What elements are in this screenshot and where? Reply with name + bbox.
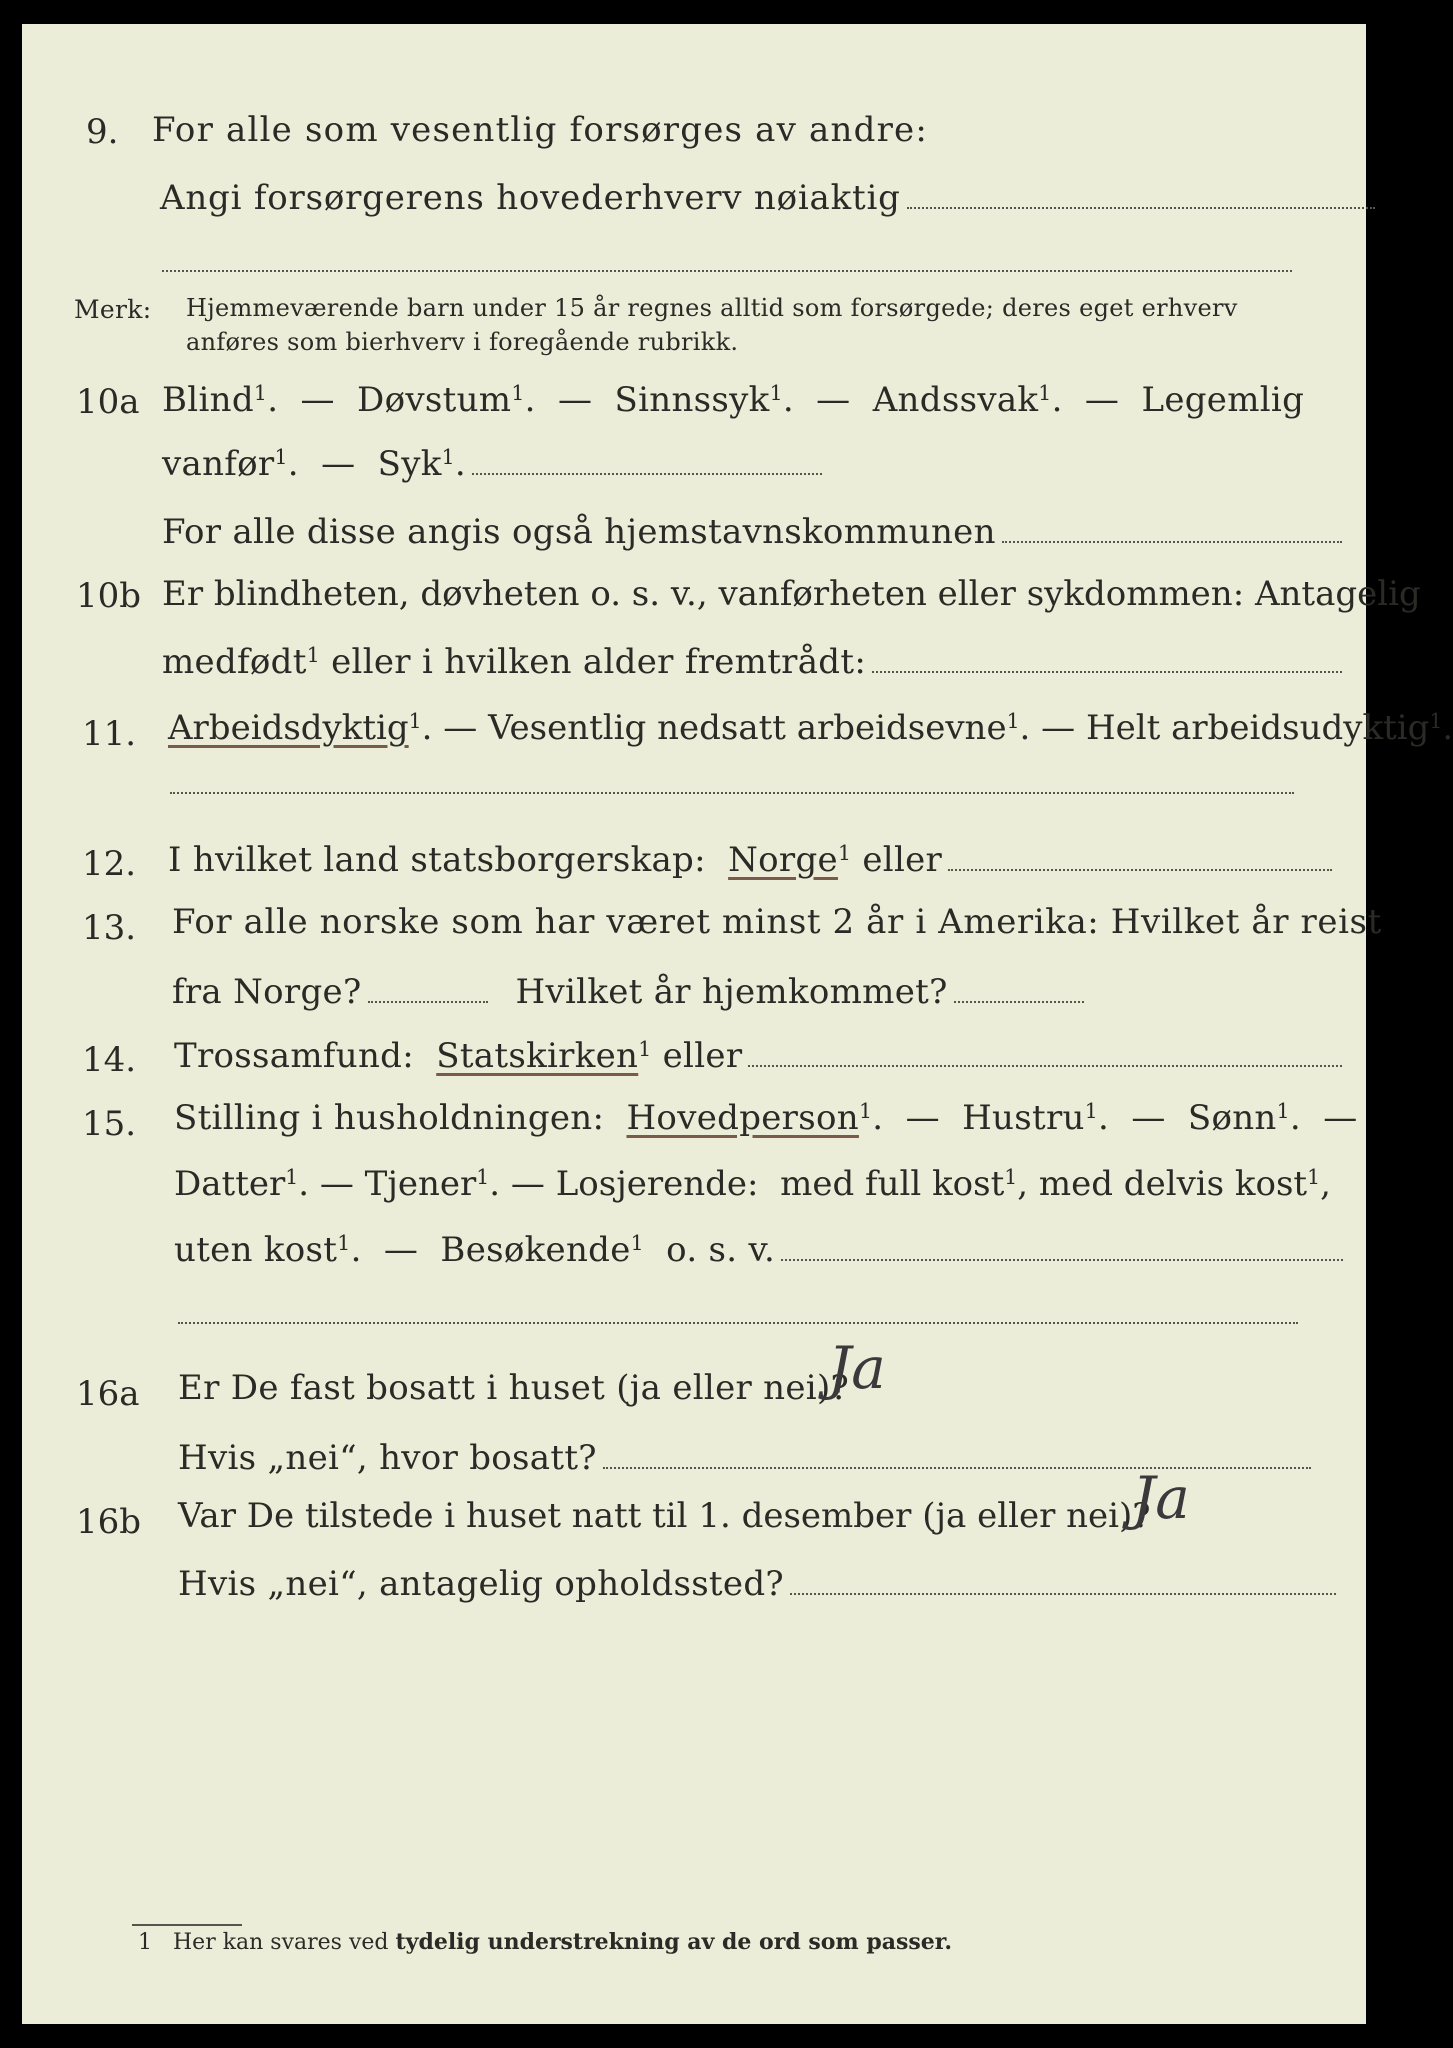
q12-answer-line[interactable] (948, 868, 1332, 871)
option-nedsatt[interactable]: Vesentlig nedsatt arbeidsevne (488, 708, 1007, 748)
q15-osv: o. s. v. (666, 1230, 776, 1270)
q16b-answer-line[interactable] (790, 1592, 1336, 1595)
q11-number: 11. (82, 714, 137, 754)
q13-hjem-answer-line[interactable] (954, 1000, 1084, 1003)
footnote-ref: 1 (337, 1230, 351, 1255)
option-norge[interactable]: Norge (728, 840, 838, 880)
q16b-line2-text: Hvis „nei“, antagelig opholdssted? (178, 1564, 784, 1604)
q10a-number: 10a (76, 382, 140, 422)
option-vanfor[interactable]: vanfør (162, 444, 275, 484)
option-sinnssyk[interactable]: Sinnssyk (614, 380, 770, 420)
dash: — (321, 444, 356, 484)
punct: . (1442, 708, 1453, 748)
footnote-mark: 1 (138, 1930, 152, 1955)
q10a-syk-answer-line[interactable] (472, 472, 822, 475)
q16b-number: 16b (76, 1502, 142, 1542)
option-hovedperson[interactable]: Hovedperson (626, 1098, 859, 1138)
option-hustru[interactable]: Hustru (962, 1098, 1085, 1138)
q13-line2 (172, 972, 1084, 1012)
q10a-kommune-answer-line[interactable] (1002, 540, 1342, 543)
dash: — (510, 1164, 545, 1204)
option-medfodt[interactable]: medfødt (162, 642, 307, 682)
q15-number: 15. (82, 1104, 137, 1144)
footnote-ref: 1 (1084, 1098, 1098, 1123)
option-statskirken[interactable]: Statskirken (436, 1036, 639, 1076)
footnote (138, 1928, 952, 1957)
q10a-line2 (162, 444, 822, 484)
q10b-answer-line[interactable] (872, 670, 1342, 673)
q12-line (168, 840, 1332, 880)
option-losjerende[interactable]: Losjerende: (555, 1164, 759, 1204)
option-besokende[interactable]: Besøkende (440, 1230, 631, 1270)
footnote-text: Her kan svares ved (172, 1930, 389, 1955)
dash: — (319, 1164, 354, 1204)
option-andssvak[interactable]: Andssvak (872, 380, 1039, 420)
q10b-line2-text: eller i hvilken alder fremtrådt: (331, 642, 867, 682)
q10a-line3 (162, 512, 1342, 552)
q16b-line2 (178, 1564, 1336, 1604)
footnote-ref: 1 (306, 642, 320, 667)
q15-line2: Datter$^1$. — Tjener$^1$. — Losjerende: med full kost$^1$, med delvis kost$^1$, (174, 1164, 1331, 1204)
punct: . (872, 1098, 884, 1138)
footnote-ref: 1 (858, 1098, 873, 1123)
q16a-number: 16a (76, 1374, 140, 1414)
q9-answer-line-2[interactable] (162, 270, 1292, 272)
footnote-separator (132, 1924, 242, 1926)
q9-line2 (160, 178, 1375, 218)
q13-line1: For alle norske som har været minst 2 år i Amerika: Hvilket år reist (172, 902, 1382, 942)
q9-line2-text: Angi forsørgerens hovederhverv nøiaktig (160, 178, 901, 218)
footnote-ref: 1 (1006, 708, 1020, 733)
q16a-line2-text: Hvis „nei“, hvor bosatt? (178, 1438, 597, 1478)
punct: . (1098, 1098, 1110, 1138)
q14-number: 14. (82, 1040, 137, 1080)
footnote-ref: 1 (630, 1230, 644, 1255)
footnote-ref: 1 (476, 1164, 490, 1189)
dash: — (905, 1098, 940, 1138)
punct: . (782, 380, 794, 420)
q10a-line1 (162, 380, 1304, 420)
q12-eller: eller (862, 840, 943, 880)
q16b-text: Var De tilstede i huset natt til 1. desember (ja eller nei)? (178, 1496, 1151, 1536)
q14-eller: eller (662, 1036, 743, 1076)
footnote-ref: 1 (1429, 708, 1443, 733)
q14-text: Trossamfund: (174, 1036, 415, 1076)
footnote-ref: 1 (253, 380, 268, 405)
q11-answer-line[interactable] (170, 792, 1294, 794)
punct: . (267, 380, 279, 420)
q15-text: Stilling i husholdningen: (174, 1098, 605, 1138)
q10b-line1: Er blindheten, døvheten o. s. v., vanførheten eller sykdommen: Antagelig (162, 574, 1421, 614)
footnote-ref: 1 (837, 840, 852, 865)
q15-answer-line-2[interactable] (178, 1322, 1298, 1324)
footnote-ref: 1 (1276, 1098, 1290, 1123)
q11-line1 (168, 708, 1453, 748)
q14-answer-line[interactable] (748, 1064, 1342, 1067)
option-delvis-kost[interactable]: med delvis kost (1038, 1164, 1308, 1204)
q10a-line3-text: For alle disse angis også hjemstavnskommunen (162, 512, 996, 552)
q10b-number: 10b (76, 576, 142, 616)
footnote-ref: 1 (1004, 1164, 1018, 1189)
punct: . (287, 444, 299, 484)
footnote-ref: 1 (511, 380, 525, 405)
q9-answer-line[interactable] (907, 206, 1375, 209)
footnote-ref: 1 (1038, 380, 1052, 405)
q10b-line2 (162, 642, 1342, 682)
q13-reist-answer-line[interactable] (368, 1000, 488, 1003)
option-dovstum[interactable]: Døvstum (357, 380, 512, 420)
q15-line3 (174, 1230, 1343, 1270)
q13-hjem-text: Hvilket år hjemkommet? (515, 972, 948, 1012)
q9-number: 9. (86, 112, 119, 152)
punct: . (489, 1164, 501, 1204)
q13-number: 13. (82, 908, 137, 948)
punct: . (421, 708, 433, 748)
merk-label: Merk: (74, 295, 152, 324)
q16a-text: Er De fast bosatt i huset (ja eller nei)? (178, 1368, 850, 1408)
q15-answer-line[interactable] (781, 1258, 1343, 1261)
footnote-ref: 1 (638, 1036, 652, 1061)
option-datter[interactable]: Datter (174, 1164, 286, 1204)
q14-line (174, 1036, 1342, 1076)
q16b-handwritten-answer[interactable]: Ja (1132, 1464, 1190, 1532)
footnote-ref: 1 (769, 380, 783, 405)
punct: . (454, 444, 467, 484)
dash: — (383, 1230, 419, 1270)
dash: — (557, 380, 593, 420)
option-arbeidsdyktig[interactable]: Arbeidsdyktig (168, 708, 409, 748)
dash: — (443, 708, 478, 748)
footnote-ref: 1 (441, 444, 455, 469)
merk-line1: Hjemmeværende barn under 15 år regnes alltid som forsørgede; deres eget erhverv (186, 294, 1238, 322)
q16a-handwritten-answer[interactable]: Ja (828, 1334, 886, 1402)
footnote-emphasis: tydelig understrekning av de ord som passer. (395, 1929, 952, 1955)
dash: — (1084, 380, 1120, 420)
option-legemlig[interactable]: Legemlig (1141, 380, 1305, 420)
dash: — (1323, 1098, 1358, 1138)
punct: . (524, 380, 536, 420)
option-udyktig[interactable]: Helt arbeidsudyktig (1085, 708, 1430, 748)
punct: . (1019, 708, 1031, 748)
footnote-ref: 1 (285, 1164, 299, 1189)
option-syk[interactable]: Syk (377, 444, 442, 484)
dash: — (1041, 708, 1076, 748)
q9-line1: For alle som vesentlig forsørges av andre: (152, 110, 929, 150)
q12-text: I hvilket land statsborgerskap: (168, 840, 706, 880)
footnote-ref: 1 (1307, 1164, 1321, 1189)
merk-line2: anføres som bierhverv i foregående rubrikk. (186, 328, 739, 356)
punct: . (298, 1164, 310, 1204)
option-blind[interactable]: Blind (162, 380, 254, 420)
punct: . (1051, 380, 1063, 420)
q15-line1 (174, 1098, 1358, 1138)
punct: . (1289, 1098, 1302, 1138)
q12-number: 12. (82, 844, 137, 884)
dash: — (1131, 1098, 1166, 1138)
footnote-ref: 1 (274, 444, 288, 469)
dash: — (816, 380, 851, 420)
dash: — (300, 380, 335, 420)
q13-fra-text: fra Norge? (172, 972, 362, 1012)
option-tjener[interactable]: Tjener (364, 1164, 477, 1204)
q16b-line1 (178, 1496, 1151, 1536)
q16a-answer-line[interactable] (603, 1466, 1311, 1469)
option-uten-kost[interactable]: uten kost (174, 1230, 338, 1270)
punct: . (350, 1230, 362, 1270)
option-sonn[interactable]: Sønn (1187, 1098, 1277, 1138)
footnote-ref: 1 (408, 708, 422, 733)
census-form-page (22, 24, 1453, 2024)
q16a-line1 (178, 1368, 849, 1408)
option-full-kost[interactable]: med full kost (780, 1164, 1005, 1204)
